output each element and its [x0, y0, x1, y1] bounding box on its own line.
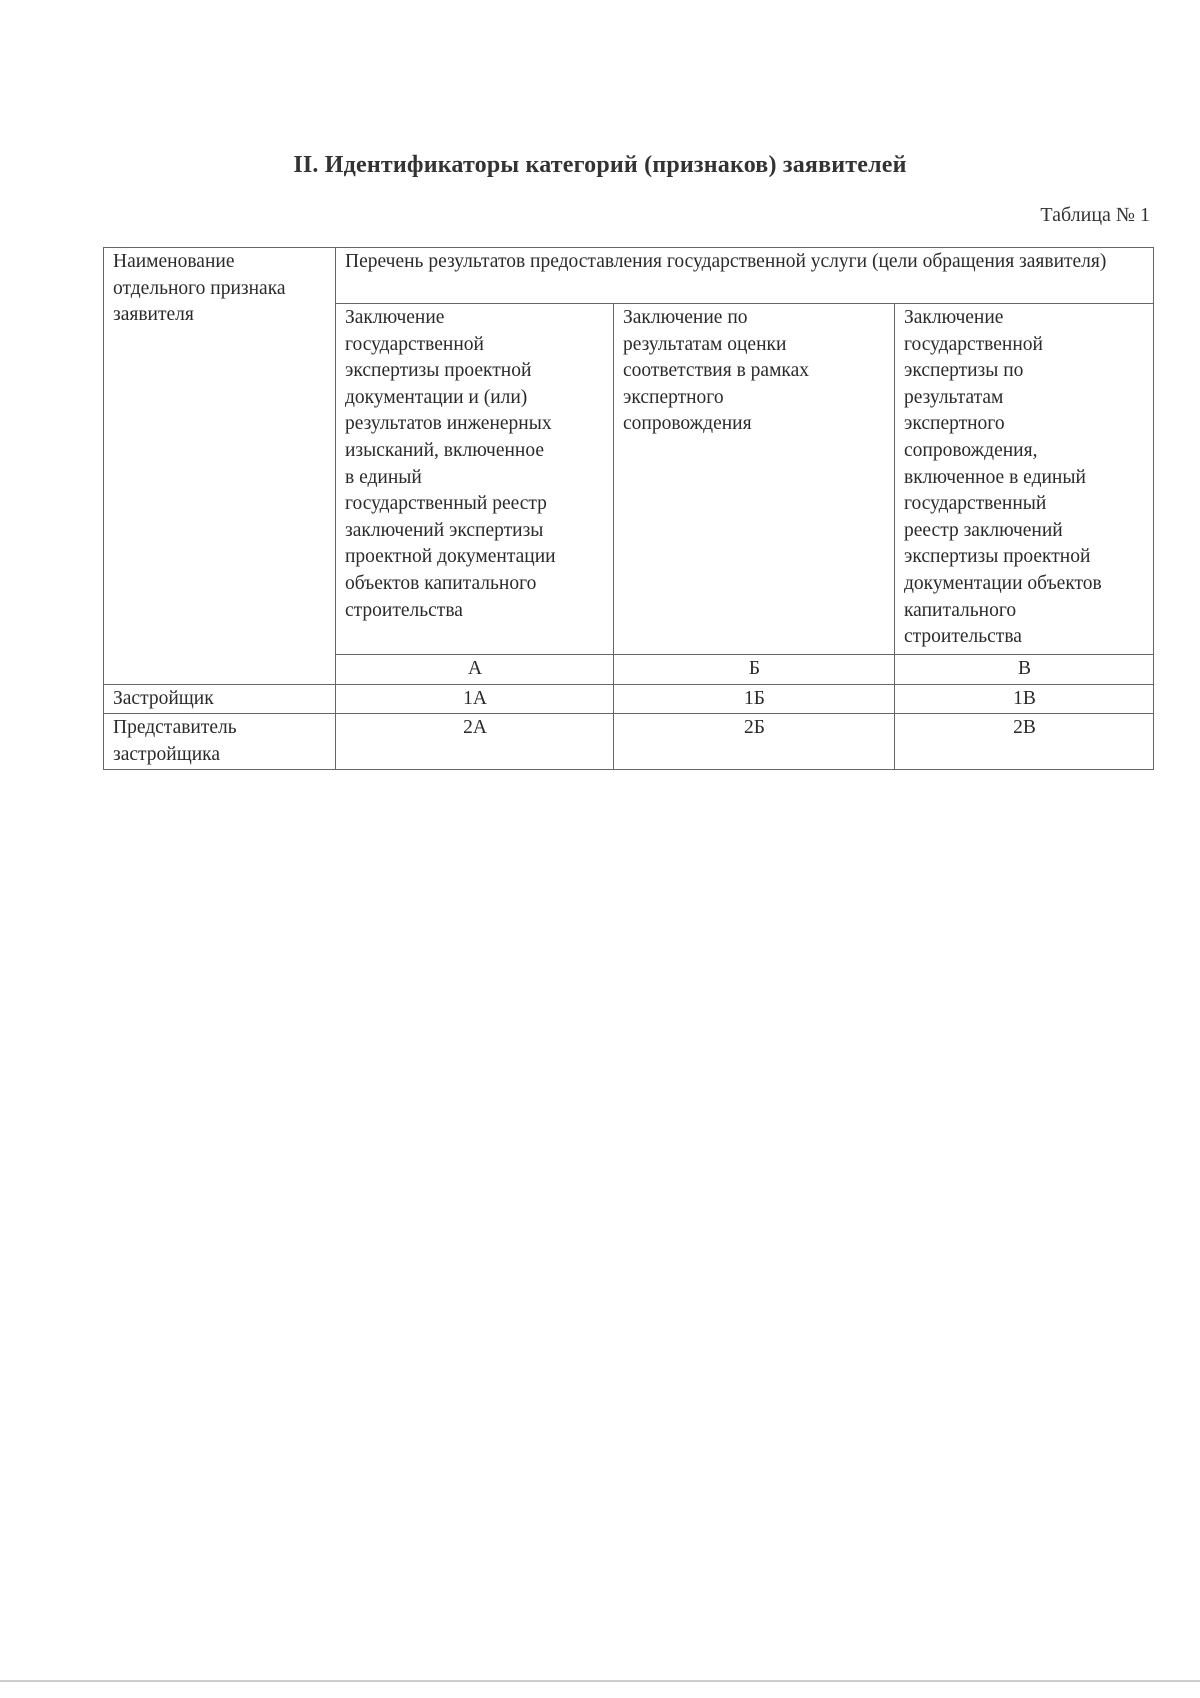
- code-cell-b: Б: [614, 655, 895, 685]
- table-row: [104, 684, 1154, 714]
- code-cell-a: А: [336, 655, 614, 685]
- value-cell: 1А: [336, 684, 614, 714]
- row-name-cell: Застройщик: [104, 684, 336, 714]
- bottom-scan-edge: [0, 1680, 1200, 1682]
- row-name-cell: Представитель застройщика: [104, 714, 336, 770]
- value-cell: 1Б: [614, 684, 895, 714]
- applicant-categories-table: [103, 247, 1154, 770]
- table-header-row: [104, 248, 1154, 304]
- table-number: Таблица № 1: [1040, 204, 1150, 226]
- value-cell: 2Б: [614, 714, 895, 770]
- result-cell-b: Заключение по результатам оценки соответствия в рамках экспертного сопровождения: [614, 304, 895, 655]
- result-cell-a: Заключение государственной экспертизы проектной документации и (или) результатов инженерных изысканий, включенное в единый государственный реестр заключений экспертизы проектной документации объектов капитального строительства: [336, 304, 614, 655]
- code-cell-c: В: [895, 655, 1154, 685]
- group-header-cell: Перечень результатов предоставления государственной услуги (цели обращения заявителя): [336, 248, 1154, 304]
- value-cell: 2В: [895, 714, 1154, 770]
- result-cell-c: Заключение государственной экспертизы по результатам экспертного сопровождения, включенное в единый государственный реестр заключений экспертизы проектной документации объектов капитального строительства: [895, 304, 1154, 655]
- page-title: II. Идентификаторы категорий (признаков) заявителей: [293, 152, 907, 178]
- corner-header-cell: Наименование отдельного признака заявителя: [104, 248, 336, 685]
- value-cell: 2А: [336, 714, 614, 770]
- value-cell: 1В: [895, 684, 1154, 714]
- table-row: [104, 714, 1154, 770]
